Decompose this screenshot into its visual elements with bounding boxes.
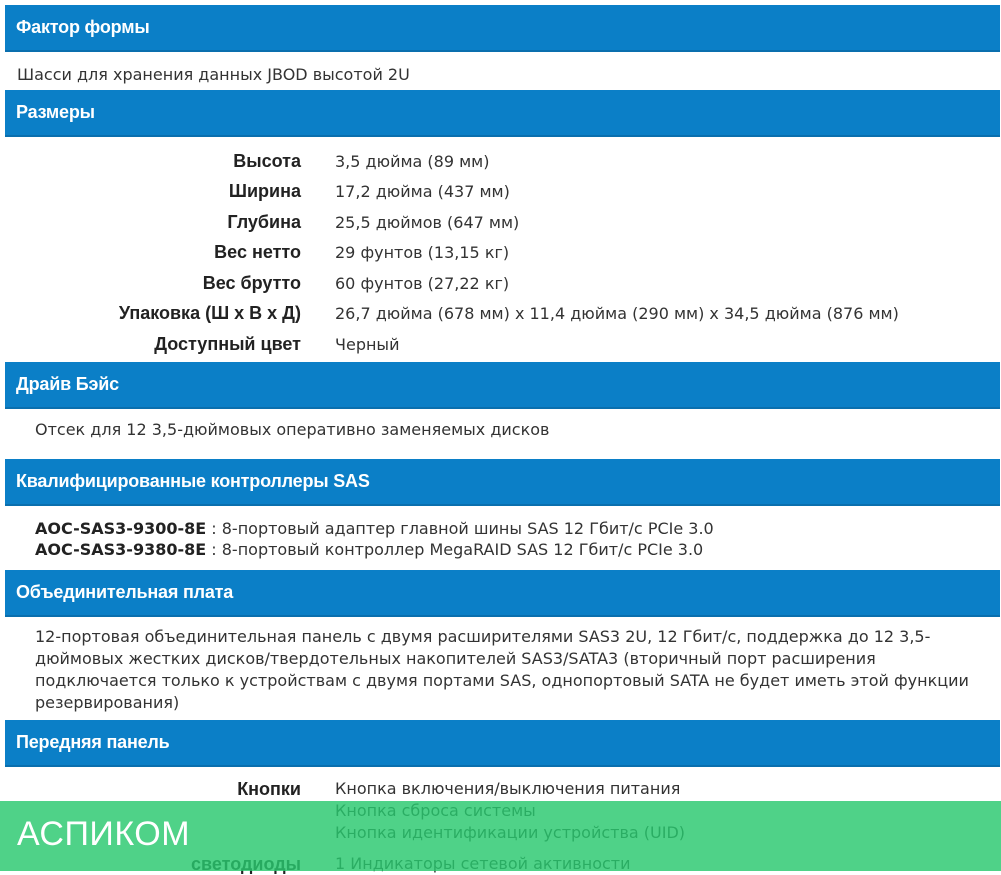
drive-bays-text: Отсек для 12 3,5-дюймовых оперативно заменяемых дисков [35, 419, 550, 439]
dimension-row-net-weight [5, 238, 1000, 269]
spec-value: 3,5 дюйма (89 мм) [335, 151, 490, 171]
dimension-row-depth [5, 207, 1000, 238]
section-header-backplane: Объединительная плата [5, 570, 1000, 617]
spec-label: Высота [233, 150, 301, 171]
dimensions-table [5, 137, 1000, 362]
spec-value: 29 фунтов (13,15 кг) [335, 243, 510, 263]
spec-label: Вес нетто [214, 242, 301, 263]
dimension-row-width [5, 177, 1000, 208]
spec-label: Ширина [228, 181, 301, 202]
button-item: Кнопка включения/выключения питания [335, 778, 681, 798]
controller-description: 8-портовый контроллер MegaRAID SAS 12 Гбит/с PCIe 3.0 [221, 539, 704, 559]
dimension-row-height [5, 146, 1000, 177]
controller-item [5, 518, 1000, 539]
spec-label: Глубина [227, 211, 301, 232]
controller-item [5, 539, 1000, 560]
spec-label: Доступный цвет [154, 333, 301, 354]
spec-value: 60 фунтов (27,22 кг) [335, 273, 510, 293]
section-header-drive-bays: Драйв Бэйс [5, 362, 1000, 409]
form-factor-text: Шасси для хранения данных JBOD высотой 2U [17, 65, 410, 84]
section-header-form-factor: Фактор формы [5, 5, 1000, 52]
controller-separator: : [206, 539, 222, 559]
controller-separator: : [206, 518, 222, 538]
spec-value: Черный [335, 334, 400, 354]
section-header-controllers: Квалифицированные контроллеры SAS [5, 459, 1000, 506]
spec-label: Упаковка (Ш х В х Д) [118, 303, 301, 324]
backplane-text: 12-портовая объединительная панель с двумя расширителями SAS3 2U, 12 Гбит/с, поддержка до 12 3,5-дюймовых жестких дисков/твердотельных накопителей SAS3/SATA3 (вторичный порт расширения подключается только к устройствам с двумя портами SAS, однопортовый SATA не будет иметь этой функции резервирования) [35, 626, 969, 712]
dimension-row-color [5, 329, 1000, 360]
watermark-banner: АСПИКОМ [0, 801, 1001, 871]
buttons-label: Кнопки [237, 778, 301, 799]
spec-label: Вес брутто [202, 272, 301, 293]
spec-value: 17,2 дюйма (437 мм) [335, 182, 510, 202]
spec-sheet [5, 5, 1000, 875]
controller-model: AOC-SAS3-9300-8E [35, 518, 207, 538]
section-header-dimensions: Размеры [5, 90, 1000, 137]
dimension-row-gross-weight [5, 268, 1000, 299]
spec-value: 26,7 дюйма (678 мм) x 11,4 дюйма (290 мм) x 34,5 дюйма (876 мм) [335, 304, 899, 324]
dimension-row-packaging [5, 299, 1000, 330]
spec-value: 25,5 дюймов (647 мм) [335, 212, 520, 232]
controller-description: 8-портовый адаптер главной шины SAS 12 Гбит/с PCIe 3.0 [221, 518, 714, 538]
controller-model: AOC-SAS3-9380-8E [35, 539, 207, 559]
section-header-front-panel: Передняя панель [5, 720, 1000, 767]
controllers-list [5, 506, 1000, 570]
